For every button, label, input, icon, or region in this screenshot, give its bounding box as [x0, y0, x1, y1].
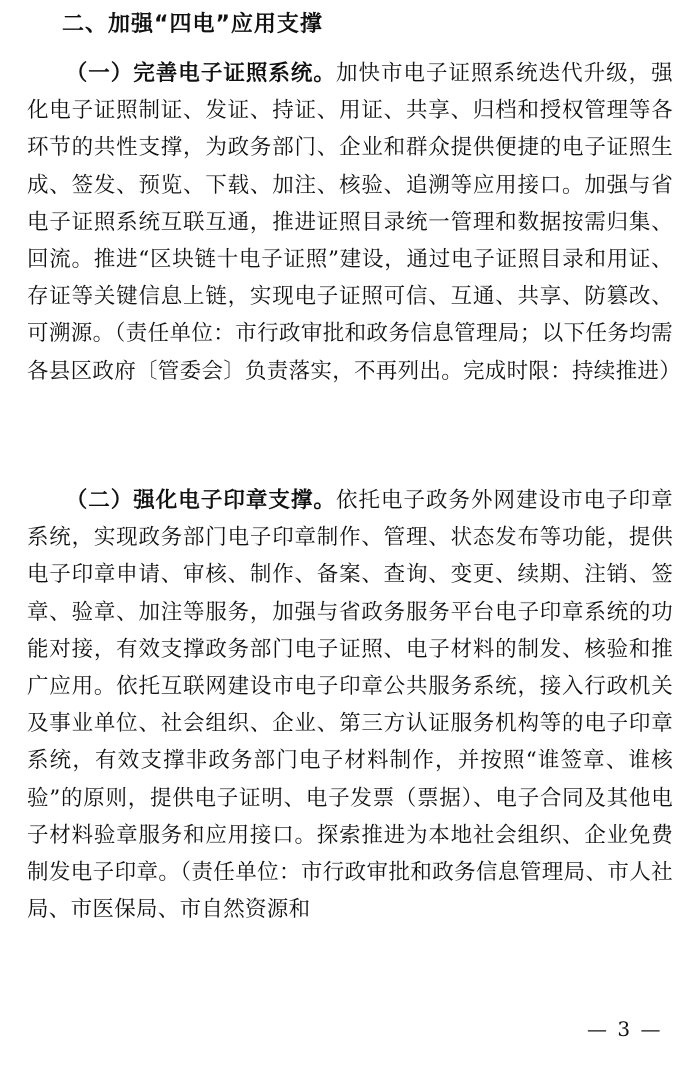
section-heading: 二、加强“四电”应用支撑 [62, 12, 323, 37]
paragraph-body-text: 依托电子政务外网建设市电子印章系统，实现政务部门电子印章制作、管理、状态发布等功能，提供电子印章申请、审核、制作、备案、查询、变更、续期、注销、签章、验章、加注等服务，加强与省政务服务平台电子印章系统的功能对接，有效支撑政务部门电子证照、电子材料的制发、核验和推广应用。依托互联网建设市电子印章公共服务系统，接入行政机关及事业单位、社会组织、企业、第三方认证服务机构等的电子印章系统，有效支撑非政务部门电子材料制作，并按照“谁签章、谁核验”的原则，提供电子证明、电子发票（票据）、电子合同及其他电子材料验章服务和应用接口。探索推进为本地社会组织、企业免费制发电子印章。（责任单位：市行政审批和政务信息管理局、市人社局、市医保局、市自然资源和 [27, 488, 673, 923]
paragraph-lead-heading: （二）强化电子印章支撑。 [65, 488, 336, 513]
page-number: — 3 — [587, 1017, 663, 1041]
paragraph-lead-heading: （一）完善电子证照系统。 [65, 61, 336, 86]
paragraph-electronic-license [27, 55, 682, 390]
paragraph-electronic-seal [27, 482, 673, 928]
paragraph-body-text: 加快市电子证照系统迭代升级，强化电子证照制证、发证、持证、用证、共享、归档和授权管理等各环节的共性支撑，为政务部门、企业和群众提供便捷的电子证照生成、签发、预览、下载、加注、核验、追溯等应用接口。加强与省电子证照系统互联互通，推进证照目录统一管理和数据按需归集、回流。推进“区块链十电子证照”建设，通过电子证照目录和用证、存证等关键信息上链，实现电子证照可信、互通、共享、防篡改、可溯源。（责任单位：市行政审批和政务信息管理局；以下任务均需各县区政府〔管委会〕负责落实，不再列出。完成时限：持续推进） [27, 61, 682, 384]
